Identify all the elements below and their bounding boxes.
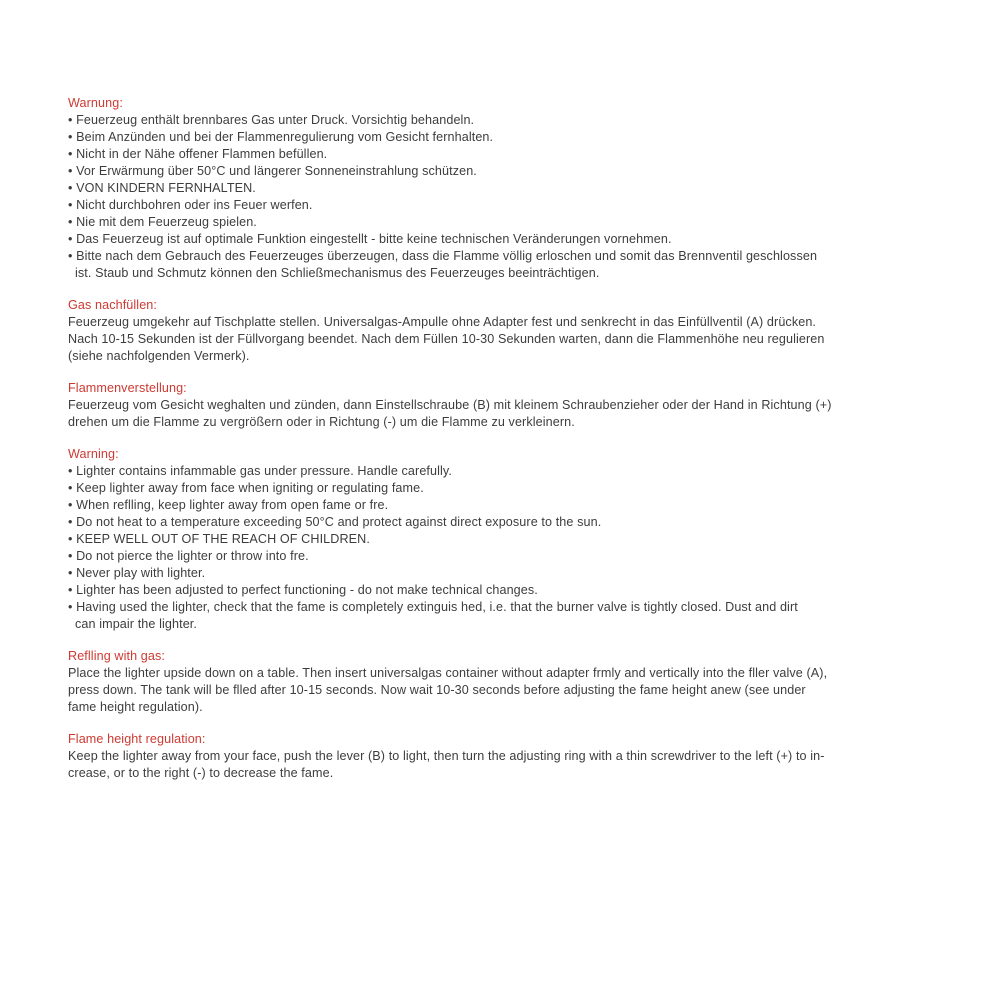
section-flammenverstellung-de: [68, 380, 938, 431]
section-warning-en: [68, 446, 938, 633]
section-warnung-de: [68, 95, 938, 282]
text-line: (siehe nachfolgenden Vermerk).: [68, 349, 250, 363]
section-flame-height-regulation-en: [68, 731, 938, 782]
text-line: drehen um die Flamme zu vergrößern oder in Richtung (-) um die Flamme zu verkleinern.: [68, 415, 575, 429]
text-line: press down. The tank will be flled after 10-15 seconds. Now wait 10-30 seconds before adjusting the fame height anew (see under: [68, 683, 806, 697]
text-line: crease, or to the right (-) to decrease the fame.: [68, 766, 334, 780]
text-line: Keep the lighter away from your face, push the lever (B) to light, then turn the adjusting ring with a thin screwdriver to the left (+) to in-: [68, 749, 825, 763]
section-refilling-with-gas-en: [68, 648, 938, 716]
text-line: Nach 10-15 Sekunden ist der Füllvorgang beendet. Nach dem Füllen 10-30 Sekunden warten, dann die Flammenhöhe neu regulieren: [68, 332, 825, 346]
text-line: • Lighter contains infammable gas under pressure. Handle carefully.: [68, 464, 452, 478]
section-heading: Flammenverstellung:: [68, 381, 187, 395]
section-heading: Warning:: [68, 447, 119, 461]
instruction-document: [68, 95, 938, 782]
text-line: ist. Staub und Schmutz können den Schließmechanismus des Feuerzeuges beeinträchtigen.: [75, 266, 600, 280]
text-line: fame height regulation).: [68, 700, 203, 714]
text-line: • Do not pierce the lighter or throw into fre.: [68, 549, 309, 563]
text-line: • Feuerzeug enthält brennbares Gas unter Druck. Vorsichtig behandeln.: [68, 113, 475, 127]
text-line: • Das Feuerzeug ist auf optimale Funktion eingestellt - bitte keine technischen Veränderungen vornehmen.: [68, 232, 672, 246]
text-line: • Nicht in der Nähe offener Flammen befüllen.: [68, 147, 328, 161]
text-line: • Bitte nach dem Gebrauch des Feuerzeuges überzeugen, dass die Flamme völlig erloschen und somit das Brennventil geschlossen: [68, 249, 818, 263]
text-line: Feuerzeug umgekehr auf Tischplatte stellen. Universalgas-Ampulle ohne Adapter fest und senkrecht in das Einfüllventil (A) drücken.: [68, 315, 817, 329]
text-line: • Nicht durchbohren oder ins Feuer werfen.: [68, 198, 313, 212]
text-line: can impair the lighter.: [75, 617, 198, 631]
text-line: • VON KINDERN FERNHALTEN.: [68, 181, 256, 195]
text-line: • Do not heat to a temperature exceeding 50°C and protect against direct exposure to the sun.: [68, 515, 602, 529]
section-heading: Gas nachfüllen:: [68, 298, 158, 312]
text-line: Feuerzeug vom Gesicht weghalten und zünden, dann Einstellschraube (B) mit kleinem Schraubenzieher oder der Hand in Richtung (+): [68, 398, 832, 412]
text-line: • When reflling, keep lighter away from open fame or fre.: [68, 498, 389, 512]
text-line: • KEEP WELL OUT OF THE REACH OF CHILDREN.: [68, 532, 370, 546]
section-heading: Reflling with gas:: [68, 649, 165, 663]
section-heading: Flame height regulation:: [68, 732, 206, 746]
text-line: • Never play with lighter.: [68, 566, 206, 580]
text-line: • Lighter has been adjusted to perfect functioning - do not make technical changes.: [68, 583, 538, 597]
text-line: • Vor Erwärmung über 50°C und längerer Sonneneinstrahlung schützen.: [68, 164, 477, 178]
section-gas-nachfuellen-de: [68, 297, 938, 365]
section-heading: Warnung:: [68, 96, 123, 110]
text-line: • Keep lighter away from face when igniting or regulating fame.: [68, 481, 424, 495]
text-line: • Nie mit dem Feuerzeug spielen.: [68, 215, 257, 229]
text-line: • Having used the lighter, check that the fame is completely extinguis hed, i.e. that the burner valve is tightly closed. Dust and dirt: [68, 600, 798, 614]
text-line: Place the lighter upside down on a table. Then insert universalgas container without adapter frmly and vertically into the fller valve (A),: [68, 666, 828, 680]
text-line: • Beim Anzünden und bei der Flammenregulierung vom Gesicht fernhalten.: [68, 130, 494, 144]
